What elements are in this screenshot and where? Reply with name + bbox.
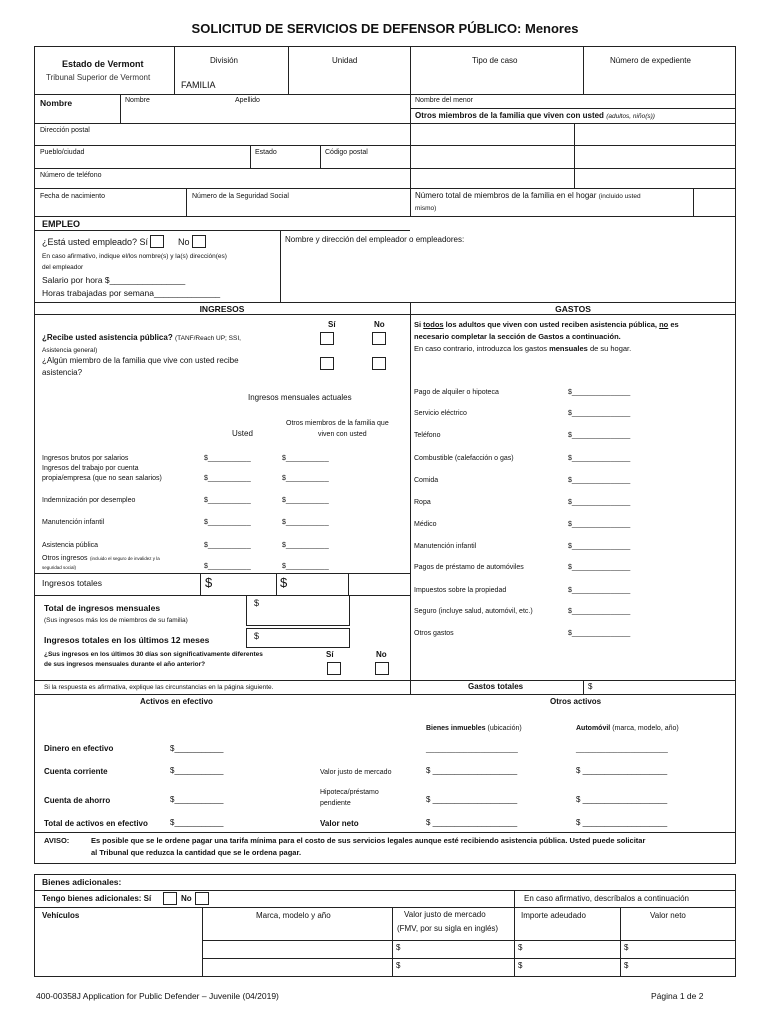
re-mortgage-field[interactable]: $ ___________________: [426, 795, 518, 804]
income-others-field[interactable]: $___________: [282, 519, 329, 526]
public-assist-text: ¿Recibe usted asistencia pública?: [42, 333, 173, 342]
form-number: 400-00358J Application for Public Defender – Juvenile (04/2019): [36, 991, 279, 1001]
other-income-note-2: seguridad social): [42, 565, 77, 570]
auto-loan-field[interactable]: $ ___________________: [576, 795, 668, 804]
income-row-label: Ingresos brutos por salarios: [42, 455, 129, 462]
public-assist-yes[interactable]: [320, 332, 334, 345]
employed-yes-checkbox[interactable]: [150, 235, 164, 248]
col-others-1: Otros miembros de la familia que: [286, 420, 389, 427]
unit-label: Unidad: [332, 56, 358, 65]
member-assist-yes[interactable]: [320, 357, 334, 370]
fmv-field[interactable]: $: [396, 961, 401, 970]
fair-value-label: Valor justo de mercado: [320, 769, 392, 776]
real-estate-note: (ubicación): [487, 725, 522, 732]
auto-fair-field[interactable]: $ ___________________: [576, 766, 668, 775]
total-members-label: [415, 192, 641, 201]
income-row-label: Asistencia pública: [42, 542, 99, 549]
checking-field[interactable]: $___________: [170, 766, 224, 775]
income-others-field[interactable]: $___________: [282, 497, 329, 504]
expense-label: Médico: [414, 521, 437, 528]
real-estate-field[interactable]: ______________________: [426, 744, 518, 753]
expenses-instr-2: necesario completar la sección de Gastos a continuación.: [414, 332, 621, 341]
other-members-text: Otros miembros de la familia que viven con usted: [415, 111, 604, 120]
state-label: Estado de Vermont: [62, 59, 144, 69]
exp-i1c: es: [668, 320, 679, 329]
income-others-field[interactable]: $___________: [282, 542, 329, 549]
expense-field[interactable]: $_______________: [568, 477, 631, 484]
expenses-title: GASTOS: [555, 304, 591, 314]
q30-no: No: [376, 650, 387, 659]
re-fair-field[interactable]: $ ___________________: [426, 766, 518, 775]
income-usted-field[interactable]: $___________: [204, 563, 251, 570]
employed-no-checkbox[interactable]: [192, 235, 206, 248]
col-usted: Usted: [232, 429, 253, 438]
unit-field[interactable]: [291, 74, 409, 92]
minor-name-label: Nombre del menor: [415, 97, 473, 104]
owed-field[interactable]: $: [518, 943, 523, 952]
real-estate-text: Bienes inmuebles: [426, 725, 486, 732]
income-others-field[interactable]: $___________: [282, 475, 329, 482]
owed-field[interactable]: $: [518, 961, 523, 970]
income-si-header: Sí: [328, 320, 336, 329]
expense-field[interactable]: $_______________: [568, 608, 631, 615]
auto-field[interactable]: ______________________: [576, 744, 668, 753]
income-usted-field[interactable]: $___________: [204, 497, 251, 504]
employed-no-label: No: [178, 237, 190, 247]
expense-label: Ropa: [414, 499, 431, 506]
total-members-cont: mismo): [415, 205, 437, 212]
cash-assets-title: Activos en efectivo: [140, 697, 213, 706]
additional-title: Bienes adicionales:: [42, 877, 122, 887]
last12-label: Ingresos totales en los últimos 12 meses: [44, 635, 210, 645]
checking-label: Cuenta corriente: [44, 767, 108, 776]
expense-field[interactable]: $_______________: [568, 521, 631, 528]
exp-i3b: mensuales: [549, 344, 588, 353]
mortgage-label-1: Hipoteca/préstamo: [320, 789, 379, 796]
expense-field[interactable]: $_______________: [568, 587, 631, 594]
total-members-text: Número total de miembros de la familia en el hogar: [415, 191, 597, 200]
notice-text-2: al Tribunal que reduzca la cantidad que se le ordena pagar.: [91, 848, 302, 857]
total-members-note: (incluido usted: [598, 193, 641, 200]
last12-box[interactable]: [246, 628, 350, 648]
case-number-label: Número de expediente: [610, 56, 691, 65]
explain-note: Si la respuesta es afirmativa, explique las circunstancias en la página siguiente.: [44, 684, 274, 691]
expense-label: Servicio eléctrico: [414, 410, 467, 417]
cash-total-label: Total de activos en efectivo: [44, 819, 148, 828]
income-total-others[interactable]: $: [280, 575, 288, 590]
net-header: Valor neto: [650, 911, 686, 920]
page-number: Página 1 de 2: [651, 991, 704, 1001]
last-name-label: Apellido: [235, 97, 260, 104]
employer-note-2: del empleador: [42, 264, 84, 271]
employed-question: ¿Está usted empleado? Sí: [42, 237, 149, 247]
case-type-label: Tipo de caso: [472, 56, 518, 65]
monthly-income-header: Ingresos mensuales actuales: [248, 393, 352, 402]
exp-i1u: todos: [423, 320, 444, 329]
phone-label: Número de teléfono: [40, 172, 102, 179]
first-name-label: Nombre: [125, 97, 150, 104]
expense-label: Otros gastos: [414, 630, 454, 637]
expense-label: Combustible (calefacción o gas): [414, 455, 514, 462]
member-assist-q1: ¿Algún miembro de la familia que vive con usted recibe: [42, 356, 239, 365]
expense-label: Impuestos sobre la propiedad: [414, 587, 507, 594]
hourly-wage[interactable]: Salario por hora $________________: [42, 275, 186, 285]
real-estate-header: [426, 725, 522, 733]
dob-label: Fecha de nacimiento: [40, 193, 105, 200]
name-label: Nombre: [40, 98, 73, 108]
expense-label: Pago de alquiler o hipoteca: [414, 389, 499, 396]
expense-field[interactable]: $_______________: [568, 630, 631, 637]
income-total-usted[interactable]: $: [205, 575, 213, 590]
income-row-label: Indemnización por desempleo: [42, 497, 136, 504]
court-label: Tribunal Superior de Vermont: [46, 73, 151, 82]
expenses-total-field[interactable]: $: [588, 682, 593, 691]
expenses-instr-1: [414, 321, 679, 329]
income-usted-field[interactable]: $___________: [204, 542, 251, 549]
expense-field[interactable]: $_______________: [568, 410, 631, 417]
expenses-instr-3: [414, 345, 631, 353]
income-row-label: Manutención infantil: [42, 519, 105, 526]
employer-note-1: En caso afirmativo, indique el/los nombre(s) y la(s) dirección(es): [42, 253, 227, 260]
expense-field[interactable]: $_______________: [568, 389, 631, 396]
employer-label: Nombre y dirección del empleador o empleadores:: [285, 235, 465, 244]
owed-header: Importe adeudado: [521, 911, 586, 920]
public-assist-no[interactable]: [372, 332, 386, 345]
other-members-label: [415, 112, 655, 121]
col-others-2: viven con usted: [318, 431, 367, 438]
q30-yes-checkbox[interactable]: [327, 662, 341, 675]
other-members-note: (adultos, niño(s)): [606, 113, 655, 120]
additional-yes-checkbox[interactable]: [163, 892, 177, 905]
weekly-hours[interactable]: Horas trabajadas por semana______________: [42, 288, 221, 298]
expense-field[interactable]: $_______________: [568, 564, 631, 571]
exp-i1b: los adultos que viven con usted reciben asistencia pública,: [443, 320, 660, 329]
make-model-header: Marca, modelo y año: [256, 911, 331, 920]
cash-total-field[interactable]: $___________: [170, 818, 224, 827]
income-usted-field[interactable]: $___________: [204, 455, 251, 462]
expense-label: Pagos de préstamo de automóviles: [414, 564, 524, 571]
net-field[interactable]: $: [624, 961, 629, 970]
expense-label: Manutención infantil: [414, 543, 477, 550]
expense-label: Seguro (incluye salud, automóvil, etc.): [414, 608, 533, 615]
fmv-header-2: (FMV, por su sigla en inglés): [397, 924, 499, 933]
q30-no-checkbox[interactable]: [375, 662, 389, 675]
public-assist-note-2: Asistencia general): [42, 347, 98, 354]
exp-i3a: En caso contrario, introduzca los gastos: [414, 344, 550, 353]
re-net-field[interactable]: $ ___________________: [426, 818, 518, 827]
exp-i1no: no: [659, 320, 669, 329]
exp-i1a: Si: [414, 320, 424, 329]
fmv-header-1: Valor justo de mercado: [404, 910, 486, 919]
public-assist-q: [42, 334, 241, 343]
additional-no-checkbox[interactable]: [195, 892, 209, 905]
cash-field[interactable]: $___________: [170, 744, 224, 753]
expense-field[interactable]: $_______________: [568, 455, 631, 462]
additional-describe: En caso afirmativo, descríbalos a continuación: [524, 894, 689, 903]
member-assist-q2: asistencia?: [42, 368, 83, 377]
other-assets-title: Otros activos: [550, 697, 602, 706]
total-monthly-box[interactable]: [246, 595, 350, 626]
net-field[interactable]: $: [624, 943, 629, 952]
income-row-label: propia/empresa (que no sean salarios): [42, 475, 162, 482]
expense-label: Comida: [414, 477, 439, 484]
expense-label: Teléfono: [414, 432, 441, 439]
additional-question: Tengo bienes adicionales: Sí: [42, 894, 152, 903]
fmv-field[interactable]: $: [396, 943, 401, 952]
city-label: Pueblo/ciudad: [40, 149, 85, 156]
public-assist-note: (TANF/Reach UP; SSI,: [174, 335, 241, 342]
net-value-label: Valor neto: [320, 819, 359, 828]
q30-line1: ¿Sus ingresos en los últimos 30 días son significativamente diferentes: [44, 651, 263, 658]
income-usted-field[interactable]: $___________: [204, 475, 251, 482]
auto-net-field[interactable]: $ ___________________: [576, 818, 668, 827]
income-totals-label: Ingresos totales: [42, 578, 103, 588]
auto-header: [576, 725, 679, 733]
income-row-label: Ingresos del trabajo por cuenta: [42, 465, 139, 472]
income-title: INGRESOS: [199, 304, 245, 314]
income-no-header: No: [374, 320, 385, 329]
additional-no-label: No: [181, 894, 192, 903]
total-monthly-dollar: $: [254, 598, 260, 608]
last12-dollar: $: [254, 631, 260, 641]
income-others-field[interactable]: $___________: [282, 563, 329, 570]
savings-label: Cuenta de ahorro: [44, 796, 111, 805]
notice-text-1: Es posible que se le ordene pagar una tarifa mínima para el costo de sus servicios legales aunque esté recibiendo asistencia pública. Usted puede solicitar: [91, 836, 646, 845]
q30-line2: de sus ingresos mensuales durante el año anterior?: [44, 661, 206, 668]
expense-field[interactable]: $_______________: [568, 543, 631, 550]
cash-label: Dinero en efectivo: [44, 744, 114, 753]
address-label: Dirección postal: [40, 127, 90, 134]
expense-field[interactable]: $_______________: [568, 432, 631, 439]
savings-field[interactable]: $___________: [170, 795, 224, 804]
employment-title: EMPLEO: [42, 219, 81, 229]
expense-field[interactable]: $_______________: [568, 499, 631, 506]
income-usted-field[interactable]: $___________: [204, 519, 251, 526]
vehicles-label: Vehículos: [42, 911, 80, 920]
page-title: SOLICITUD DE SERVICIOS DE DEFENSOR PÚBLICO: Menores: [191, 21, 579, 36]
ssn-label: Número de la Seguridad Social: [192, 193, 289, 200]
auto-note: (marca, modelo, año): [612, 725, 679, 732]
income-others-field[interactable]: $___________: [282, 455, 329, 462]
total-monthly-note: (Sus ingresos más los de miembros de su familia): [44, 617, 188, 624]
division-value[interactable]: FAMILIA: [181, 80, 216, 90]
total-monthly-label: Total de ingresos mensuales: [44, 603, 161, 613]
zip-label: Código postal: [325, 149, 368, 156]
member-assist-no[interactable]: [372, 357, 386, 370]
state-field-label: Estado: [255, 149, 277, 156]
income-row-label: Otros ingresos: [42, 555, 88, 562]
expenses-total-label: Gastos totales: [468, 682, 524, 691]
q30-si: Sí: [326, 650, 334, 659]
exp-i3c: de su hogar.: [587, 344, 632, 353]
mortgage-label-2: pendiente: [320, 800, 351, 807]
auto-text: Automóvil: [576, 725, 611, 732]
notice-label: AVISO:: [44, 836, 70, 845]
division-label: División: [210, 56, 239, 65]
other-income-note: (incluido el seguro de invalidez y la: [90, 556, 160, 561]
